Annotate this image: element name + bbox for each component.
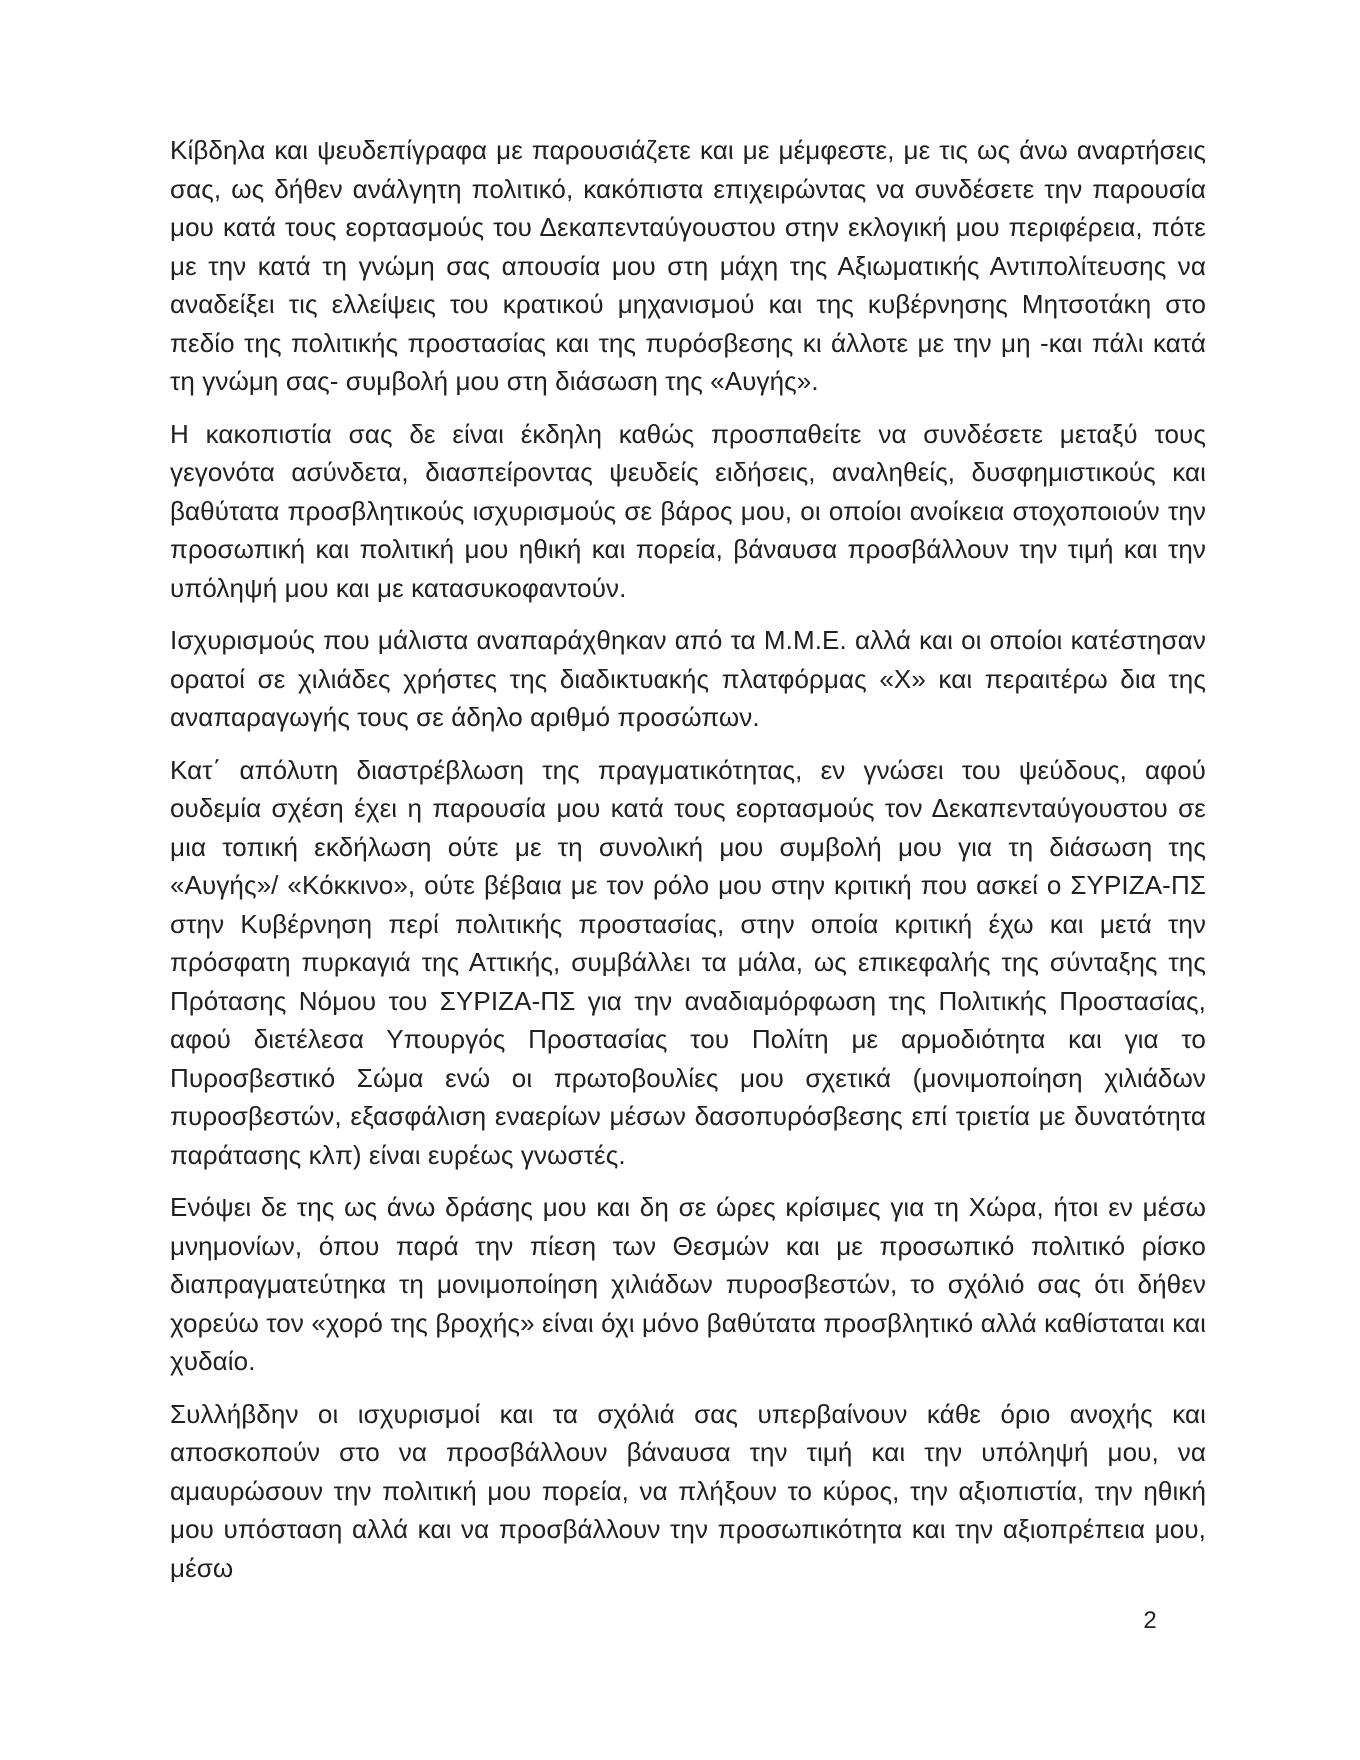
paragraph-5: Ενόψει δε της ως άνω δράσης μου και δη σε ώρες κρίσιμες για τη Χώρα, ήτοι εν μέσω μνημονίων, όπου παρά την πίεση των Θεσμών και με προσωπικό πολιτικό ρίσκο διαπραγματεύτηκα τη μονιμοποίηση χιλιάδων πυροσβεστών, το σχόλιό σας ότι δήθεν χορεύω τον «χορό της βροχής» είναι όχι μόνο βαθύτατα προσβλητικό αλλά καθίσταται και χυδαίο. — [170, 1192, 1206, 1376]
paragraph-4: Κατ΄ απόλυτη διαστρέβλωση της πραγματικότητας, εν γνώσει του ψεύδους, αφού ουδεμία σχέση έχει η παρουσία μου κατά τους εορτασμούς τον Δεκαπενταύγουστου σε μια τοπική εκδήλωση ούτε με τη συνολική μου συμβολή μου για τη διάσωση της «Αυγής»/ «Κόκκινο», ούτε βέβαια με τον ρόλο μου στην κριτική που ασκεί ο ΣΥΡΙΖΑ-ΠΣ στην Κυβέρνηση περί πολιτικής προστασίας, στην οποία κριτική έχω και μετά την πρόσφατη πυρκαγιά της Αττικής, συμβάλλει τα μάλα, ως επικεφαλής της σύνταξης της Πρότασης Νόμου του ΣΥΡΙΖΑ-ΠΣ για την αναδιαμόρφωση της Πολιτικής Προστασίας, αφού διετέλεσα Υπουργός Προστασίας του Πολίτη με αρμοδιότητα και για το Πυροσβεστικό Σώμα ενώ οι πρωτοβουλίες μου σχετικά (μονιμοποίηση χιλιάδων πυροσβεστών, εξασφάλιση εναερίων μέσων δασοπυρόσβεσης επί τριετία με δυνατότητα παράτασης κλπ) είναι ευρέως γνωστές. — [170, 754, 1206, 1170]
paragraph-1: Κίβδηλα και ψευδεπίγραφα με παρουσιάζετε και με μέμφεστε, με τις ως άνω αναρτήσεις σας, ως δήθεν ανάλγητη πολιτικό, κακόπιστα επιχειρώντας να συνδέσετε την παρουσία μου κατά τους εορτασμούς του Δεκαπενταύγουστου στην εκλογική μου περιφέρεια, πότε με την κατά τη γνώμη σας απουσία μου στη μάχη της Αξιωματικής Αντιπολίτευσης να αναδείξει τις ελλείψεις του κρατικού μηχανισμού και της κυβέρνησης Μητσοτάκη στο πεδίο της πολιτικής προστασίας και της πυρόσβεσης κι άλλοτε με την μη -και πάλι κατά τη γνώμη σας- συμβολή μου στη διάσωση της «Αυγής». — [170, 135, 1206, 396]
paragraph-6: Συλλήβδην οι ισχυρισμοί και τα σχόλιά σας υπερβαίνουν κάθε όριο ανοχής και αποσκοπούν στο να προσβάλλουν βάναυσα την τιμή και την υπόληψή μου, να αμαυρώσουν την πολιτική μου πορεία, να πλήξουν το κύρος, την αξιοπιστία, την ηθική μου υπόσταση αλλά και να προσβάλλουν την προσωπικότητα και την αξιοπρέπεια μου, μέσω — [170, 1398, 1206, 1583]
document-body — [170, 131, 1206, 1601]
page-number: 2 — [1143, 1607, 1157, 1634]
paragraph-2: Η κακοπιστία σας δε είναι έκδηλη καθώς προσπαθείτε να συνδέσετε μεταξύ τους γεγονότα ασύνδετα, διασπείροντας ψευδείς ειδήσεις, αναληθείς, δυσφημιστικούς και βαθύτατα προσβλητικούς ισχυρισμούς σε βάρος μου, οι οποίοι ανοίκεια στοχοποιούν την προσωπική και πολιτική μου ηθική και πορεία, βάναυσα προσβάλλουν την τιμή και την υπόληψή μου και με κατασυκοφαντούν. — [170, 418, 1206, 603]
paragraph-3: Ισχυρισμούς που μάλιστα αναπαράχθηκαν από τα Μ.Μ.Ε. αλλά και οι οποίοι κατέστησαν ορατοί σε χιλιάδες χρήστες της διαδικτυακής πλατφόρμας «Χ» και περαιτέρω δια της αναπαραγωγής τους σε άδηλο αριθμό προσώπων. — [170, 625, 1206, 732]
